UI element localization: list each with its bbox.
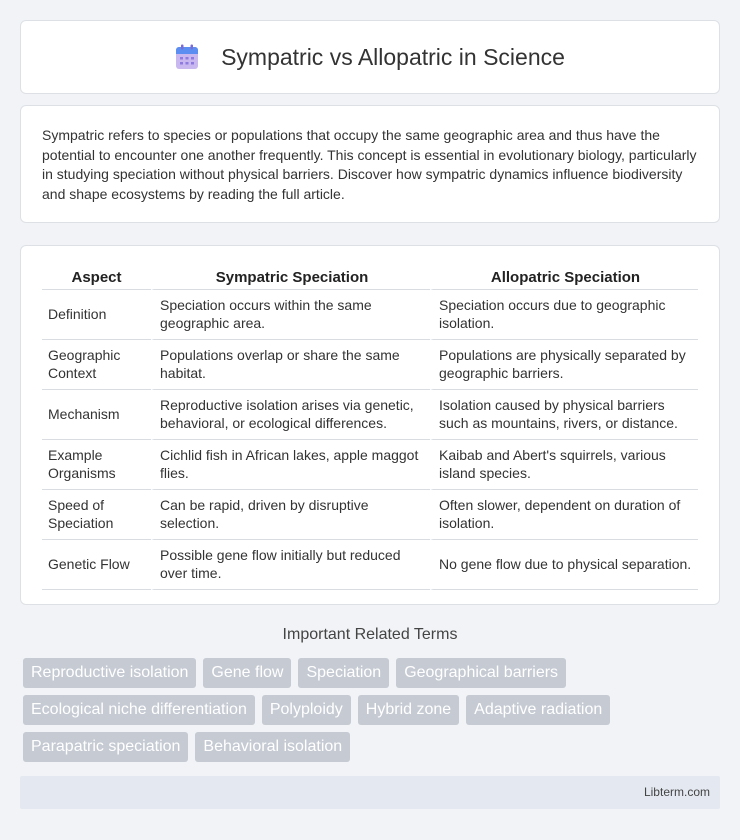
table-cell-aspect: Geographic Context bbox=[42, 340, 151, 390]
related-terms-tags bbox=[23, 658, 723, 769]
table-row bbox=[42, 540, 698, 590]
table-row bbox=[42, 340, 698, 390]
tag-reproductive-isolation[interactable]: Reproductive isolation bbox=[23, 658, 196, 688]
table-cell-aspect: Definition bbox=[42, 290, 151, 340]
table-cell-sympatric: Cichlid fish in African lakes, apple maggot flies. bbox=[151, 440, 430, 490]
intro-text: Sympatric refers to species or populations that occupy the same geographic area and thus have the potential to encounter one another frequently. This concept is essential in evolutionary biology, particularly in studying speciation without physical barriers. Discover how sympatric dynamics influence biodiversity and shape ecosystems by reading the full article. bbox=[42, 127, 697, 202]
calendar-icon bbox=[175, 44, 199, 70]
footer-site-link[interactable]: Libterm.com bbox=[643, 785, 710, 799]
table-cell-sympatric: Reproductive isolation arises via genetic, behavioral, or ecological differences. bbox=[151, 390, 430, 440]
tag-row bbox=[23, 732, 723, 762]
table-cell-allopatric: Populations are physically separated by geographic barriers. bbox=[430, 340, 698, 390]
table-cell-sympatric: Speciation occurs within the same geographic area. bbox=[151, 290, 430, 340]
table-row bbox=[42, 440, 698, 490]
table-cell-allopatric: Often slower, dependent on duration of isolation. bbox=[430, 490, 698, 540]
related-terms-title: Important Related Terms bbox=[282, 626, 458, 643]
table-cell-allopatric: Kaibab and Abert's squirrels, various island species. bbox=[430, 440, 698, 490]
table-cell-sympatric: Populations overlap or share the same habitat. bbox=[151, 340, 430, 390]
table-row bbox=[42, 390, 698, 440]
tag-behavioral-isolation[interactable]: Behavioral isolation bbox=[195, 732, 350, 762]
intro-card bbox=[20, 105, 720, 223]
tag-speciation[interactable]: Speciation bbox=[298, 658, 389, 688]
table-cell-sympatric: Can be rapid, driven by disruptive selection. bbox=[151, 490, 430, 540]
table-cell-allopatric: No gene flow due to physical separation. bbox=[430, 540, 698, 590]
tag-adaptive-radiation[interactable]: Adaptive radiation bbox=[466, 695, 610, 725]
tag-geographical-barriers[interactable]: Geographical barriers bbox=[396, 658, 566, 688]
table-header-row bbox=[42, 266, 698, 290]
table-header-allopatric: Allopatric Speciation bbox=[430, 266, 698, 290]
tag-ecological-niche-differentiation[interactable]: Ecological niche differentiation bbox=[23, 695, 255, 725]
page-title: Sympatric vs Allopatric in Science bbox=[221, 43, 565, 70]
tag-row bbox=[23, 658, 723, 688]
table-header-sympatric: Sympatric Speciation bbox=[151, 266, 430, 290]
tag-parapatric-speciation[interactable]: Parapatric speciation bbox=[23, 732, 188, 762]
footer bbox=[20, 776, 720, 809]
table-cell-aspect: Genetic Flow bbox=[42, 540, 151, 590]
tag-hybrid-zone[interactable]: Hybrid zone bbox=[358, 695, 459, 725]
table-row bbox=[42, 490, 698, 540]
comparison-table bbox=[42, 266, 698, 590]
tag-gene-flow[interactable]: Gene flow bbox=[203, 658, 291, 688]
tag-row bbox=[23, 695, 723, 725]
table-cell-aspect: Example Organisms bbox=[42, 440, 151, 490]
table-cell-allopatric: Speciation occurs due to geographic isolation. bbox=[430, 290, 698, 340]
comparison-table-card bbox=[20, 245, 720, 605]
tag-polyploidy[interactable]: Polyploidy bbox=[262, 695, 351, 725]
table-cell-aspect: Mechanism bbox=[42, 390, 151, 440]
table-cell-allopatric: Isolation caused by physical barriers such as mountains, rivers, or distance. bbox=[430, 390, 698, 440]
table-cell-aspect: Speed of Speciation bbox=[42, 490, 151, 540]
header-card bbox=[20, 20, 720, 94]
table-cell-sympatric: Possible gene flow initially but reduced over time. bbox=[151, 540, 430, 590]
table-header-aspect: Aspect bbox=[42, 266, 151, 290]
table-row bbox=[42, 290, 698, 340]
